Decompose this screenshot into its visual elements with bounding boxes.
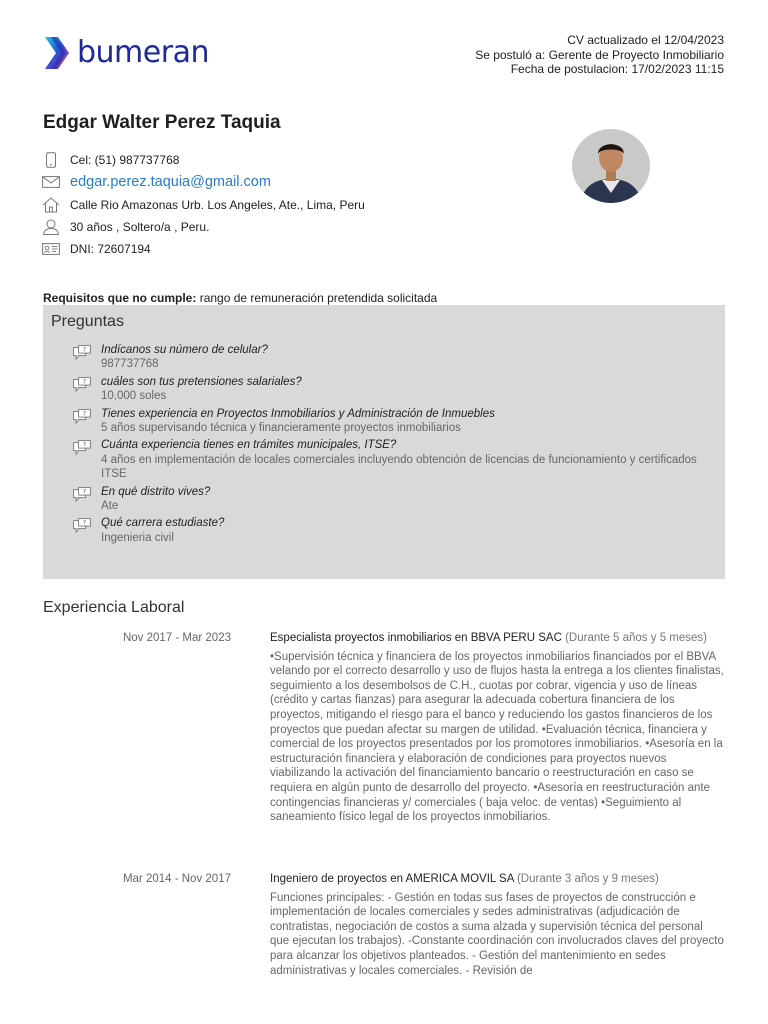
chat-question-icon bbox=[73, 485, 101, 514]
address-text: Calle Rio Amazonas Urb. Los Angeles, Ate., Lima, Peru bbox=[70, 198, 365, 212]
bumeran-logo bbox=[42, 34, 209, 72]
avatar bbox=[572, 129, 650, 203]
phone-icon bbox=[42, 152, 60, 168]
details-row bbox=[42, 216, 502, 238]
application-date: Fecha de postulacion: 17/02/2023 11:15 bbox=[510, 62, 724, 77]
answer-text: 4 años en implementación de locales comerciales incluyendo obtención de licencias de funcionamiento y certificados ITSE bbox=[101, 453, 697, 481]
question-text: Cuánta experiencia tienes en trámites municipales, ITSE? bbox=[101, 439, 397, 452]
requirements-not-met bbox=[43, 291, 437, 305]
requirements-label: Requisitos que no cumple: bbox=[43, 291, 197, 305]
mail-icon bbox=[42, 174, 60, 190]
questions-title: Preguntas bbox=[51, 313, 124, 330]
job-duration: (Durante 3 años y 9 meses) bbox=[516, 873, 659, 885]
bumeran-logo-text: bumeran bbox=[77, 35, 209, 70]
answer-text: Ingenieria civil bbox=[101, 531, 174, 544]
bumeran-logo-icon bbox=[42, 34, 72, 72]
job-description: •Supervisión técnica y financiera de los proyectos inmobiliarios financiados por el BBVA velando por el correcto desarrollo y uso de flujos hasta la entrega a los clientes finalistas, seguimiento a los desembolsos de C.H., cuotas por cobrar, vigencia y uso de líneas (crédito y cartas fianzas) para asegurar la adecuada cobertura financiera de los proyectos, mitigando el riesgo para el banco y reduciendo los gastos financieros de los proyectos que puedan afectar su margen de utilidad. •Evaluación técnica, financiera y comercial de los proyectos presentados por los promotores inmobiliarios. •Asesoría en la estructuración financiera y elaboración de condiciones para proyectos nuevos viabilizando la activación del financiamiento bancario o reestructuración en caso se requiera en algún punto de desarrollo del proyecto. •Asesoría en reestructuración ante contingencias financieras y/ comerciales ( baja veloc. de ventas) •Seguimiento al saneamiento físico legal de los proyectos inmobiliarios. bbox=[270, 650, 724, 824]
contact-info bbox=[42, 151, 502, 260]
address-row bbox=[42, 194, 502, 216]
svg-text:?: ? bbox=[82, 488, 87, 496]
phone-row bbox=[42, 151, 502, 168]
question-item bbox=[73, 516, 713, 545]
chat-question-icon bbox=[73, 516, 101, 545]
answer-text: 5 años supervisando técnica y financieramente proyectos inmobiliarios bbox=[101, 422, 461, 435]
questions-section bbox=[43, 305, 725, 579]
candidate-name: Edgar Walter Perez Taquia bbox=[43, 112, 281, 133]
svg-text:?: ? bbox=[82, 410, 87, 418]
job-position: Especialista proyectos inmobiliarios en BBVA PERU SAC bbox=[270, 632, 562, 644]
requirements-value: rango de remuneración pretendida solicitada bbox=[199, 291, 438, 305]
questions-list bbox=[73, 343, 713, 548]
question-text: Indícanos su número de celular? bbox=[101, 344, 268, 356]
question-text: En qué distrito vives? bbox=[101, 485, 211, 498]
job-entry bbox=[43, 631, 725, 825]
answer-text: 987737768 bbox=[101, 358, 159, 371]
svg-text:?: ? bbox=[82, 346, 87, 354]
id-card-icon bbox=[42, 241, 60, 257]
question-text: Tienes experiencia en Proyectos Inmobiliarios y Administración de Inmuebles bbox=[101, 407, 495, 420]
phone-text: Cel: (51) 987737768 bbox=[70, 152, 180, 167]
question-item bbox=[73, 485, 713, 514]
answer-text: 10,000 soles bbox=[101, 390, 167, 403]
application-meta bbox=[464, 33, 724, 77]
job-dates: Mar 2014 - Nov 2017 bbox=[122, 873, 231, 885]
job-entry bbox=[43, 872, 725, 978]
answer-text: Ate bbox=[101, 500, 119, 513]
experience-title: Experiencia Laboral bbox=[43, 599, 185, 616]
dni-text: DNI: 72607194 bbox=[70, 242, 151, 256]
chat-question-icon bbox=[73, 438, 101, 481]
personal-details: 30 años , Soltero/a , Peru. bbox=[70, 220, 210, 234]
email-row bbox=[42, 172, 502, 192]
question-text: Qué carrera estudiaste? bbox=[101, 517, 225, 530]
question-item bbox=[73, 438, 713, 481]
chat-question-icon bbox=[73, 375, 101, 404]
job-position: Ingeniero de proyectos en AMERICA MOVIL SA bbox=[270, 873, 514, 885]
svg-text:?: ? bbox=[82, 442, 87, 450]
svg-text:?: ? bbox=[82, 520, 87, 528]
job-description: Funciones principales: - Gestión en todas sus fases de proyectos de construcción e implementación de locales comerciales y sedes administrativas (adjudicación de contratistas, negociación de costos a suma alzada y supervisión técnica del personal que ejecutan los trabajos). -Constante coordinación con involucrados claves del proyecto para alcanzar los objetivos planteados. - Gestión del mantenimiento en sedes administrativas y locales comerciales. - Revisión de bbox=[270, 891, 724, 977]
applied-position: Se postuló a: Gerente de Proyecto Inmobiliario bbox=[475, 47, 724, 62]
question-item bbox=[73, 407, 713, 436]
question-item bbox=[73, 343, 713, 372]
job-duration: (Durante 5 años y 5 meses) bbox=[565, 632, 707, 644]
cv-updated: CV actualizado el 12/04/2023 bbox=[567, 33, 724, 47]
home-icon bbox=[42, 197, 60, 213]
question-text: cuáles son tus pretensiones salariales? bbox=[101, 375, 302, 388]
dni-row bbox=[42, 238, 502, 260]
question-item bbox=[73, 375, 713, 404]
job-dates: Nov 2017 - Mar 2023 bbox=[122, 632, 231, 644]
chat-question-icon bbox=[73, 343, 101, 372]
person-icon bbox=[42, 219, 60, 235]
chat-question-icon bbox=[73, 407, 101, 436]
email-link[interactable]: edgar.perez.taquia@gmail.com bbox=[70, 174, 271, 190]
svg-text:?: ? bbox=[82, 378, 87, 386]
